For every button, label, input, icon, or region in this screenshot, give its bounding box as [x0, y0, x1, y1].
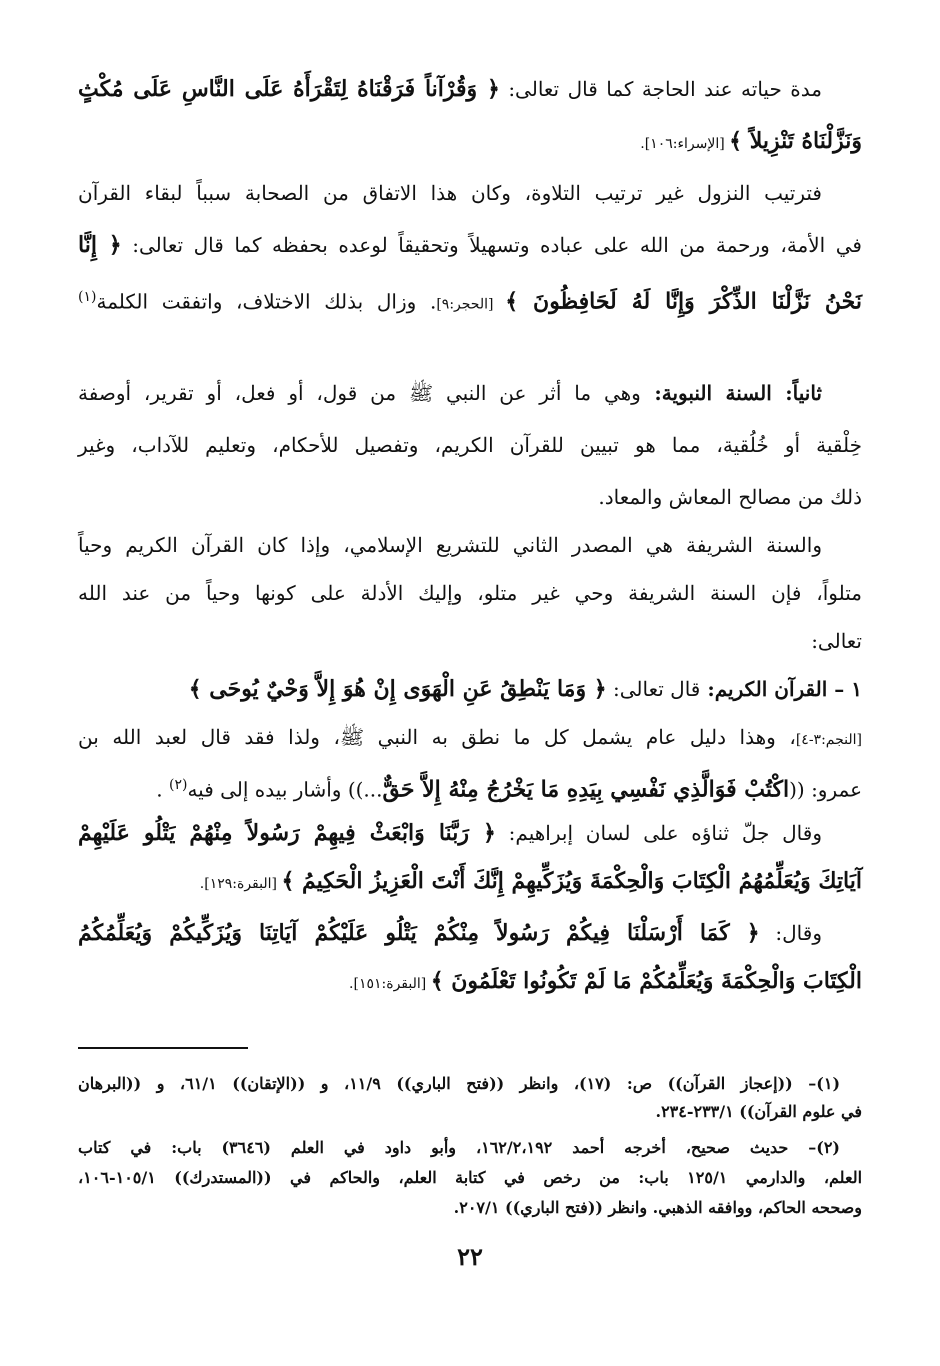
quran-verse: ﴿ كَمَا أَرْسَلْنَا فِيكُمْ رَسُولاً مِنْكُمْ يَتْلُو عَلَيْكُمْ آيَاتِنَا وَيُزَكِّيكُمْ وَيُعَلِّمُكُمُ	[78, 920, 760, 946]
text-span: فترتيب النزول غير ترتيب التلاوة، وكان هذا الاتفاق من الصحابة سبباً لبقاء القرآن	[78, 181, 822, 205]
section-heading: ١ – القرآن الكريم:	[700, 677, 862, 701]
text-line	[78, 430, 862, 460]
text-line	[78, 178, 822, 208]
text-span: ...)) وأشار بيده إلى فيه	[187, 777, 383, 802]
footnote-line: (٢)– حديث صحيح، أخرجه أحمد ١٦٢/٢،١٩٢، وأبو داود في العلم (٣٦٤٦) باب: في كتاب	[78, 1138, 840, 1157]
text-line	[78, 126, 862, 159]
text-span: خِلْقية أو خُلُقية، مما هو تبيين للقرآن الكريم، وتفصيل للأحكام، وتعليم للآداب، وغير	[78, 433, 862, 457]
footnote-marker: (١)	[78, 289, 97, 305]
verse-reference: [البقرة:١٢٩].	[199, 876, 282, 892]
quran-verse: ﴿ وَمَا يَنْطِقُ عَنِ الْهَوَى إِنْ هُوَ إِلاَّ وَحْيٌ يُوحَى ﴾	[188, 676, 607, 702]
text-span: .	[156, 777, 169, 802]
text-span: في الأمة، ورحمة من الله على عباده وتسهيلاً وتحقيقاً لوعده بحفظه كما قال تعالى:	[121, 233, 862, 257]
footnote-line: وصححه الحاكم، ووافقه الذهبي. وانظر ((فتح الباري)) ٢٠٧/١.	[453, 1198, 862, 1217]
text-line	[78, 74, 822, 104]
text-span: متلواً، فإن السنة الشريفة وحي غير متلو، وإليك الأدلة على كونها وحياً من عند الله	[78, 581, 862, 605]
quran-verse: وَنَزَّلْنَاهُ تَنْزِيلاً ﴾	[729, 128, 862, 154]
quran-verse: ﴿ وَقُرْآناً فَرَقْنَاهُ لِتَقْرَأَهُ عَلَى النَّاسِ عَلَى مُكْثٍ	[78, 76, 500, 102]
text-span: ، وهذا دليل عام يشمل كل ما نطق به النبي ﷺ، ولذا فقد قال لعبد الله بن	[78, 725, 796, 749]
quran-verse: ﴿ إِنَّا	[78, 232, 122, 258]
verse-reference: [البقرة:١٥١].	[349, 976, 431, 992]
text-span: . وزال بذلك الاختلاف، واتفقت الكلمة	[96, 289, 437, 314]
hadith-text: اكْتُبْ فَوَالَّذِي نَفْسِي بِيَدِهِ مَا يَخْرُجُ مِنْهُ إِلاَّ حَقٌّ	[382, 776, 790, 803]
text-span: تعالى:	[811, 629, 862, 653]
page-number: ٢٢	[457, 1242, 483, 1271]
text-line	[78, 482, 862, 512]
text-line	[78, 674, 862, 704]
text-span: وقال:	[759, 921, 822, 945]
text-line	[78, 770, 862, 805]
footnote-line: العلم، والدارمي ١٢٥/١ باب: من رخص في كتابة العلم، والحاكم في ((المستدرك)) ١٠٥/١-١٠٦،	[78, 1168, 863, 1187]
text-line	[78, 282, 862, 320]
text-line	[78, 626, 862, 656]
text-span: ذلك من مصالح المعاش والمعاد.	[598, 485, 862, 509]
text-span: مدة حياته عند الحاجة كما قال تعالى:	[499, 77, 822, 101]
footnote-marker: (٢)	[168, 777, 188, 793]
quran-verse: آيَاتِكَ وَيُعَلِّمُهُمُ الْكِتَابَ وَالْحِكْمَةَ وَيُزَكِّيهِمْ إِنَّكَ أَنْتَ الْعَزِيزُ الْحَكِيمُ ﴾	[281, 868, 862, 894]
text-span: والسنة الشريفة هي المصدر الثاني للتشريع الإسلامي، وإذا كان القرآن الكريم وحياً	[78, 533, 822, 557]
verse-reference: [الإسراء:١٠٦].	[640, 136, 730, 152]
text-span: وقال جلّ ثناؤه على لسان إبراهيم:	[495, 821, 822, 845]
text-line	[78, 818, 822, 848]
verse-reference: [النجم:٣-٤]	[795, 732, 862, 748]
text-span: قال تعالى:	[606, 677, 701, 701]
text-line	[78, 918, 822, 948]
text-line	[78, 966, 862, 999]
quran-verse: الْكِتَابَ وَالْحِكْمَةَ وَيُعَلِّمُكُمْ مَا لَمْ تَكُونُوا تَعْلَمُونَ ﴾	[430, 968, 862, 994]
footnote-line: (١)– ((إعجاز القرآن)) ص: (١٧)، وانظر ((فتح الباري)) ١١/٩، و ((الإتقان)) ٦١/١، و ((البرهان	[78, 1074, 841, 1093]
footnote-divider	[78, 1047, 248, 1049]
section-heading: ثانياً: السنة النبوية:	[640, 381, 822, 405]
text-line	[78, 530, 822, 560]
quran-verse: ﴿ رَبَّنَا وَابْعَثْ فِيهِمْ رَسُولاً مِنْهُمْ يَتْلُو عَلَيْهِمْ	[78, 820, 496, 846]
quran-verse: نَحْنُ نَزَّلْنَا الذِّكْرَ وَإِنَّا لَهُ لَحَافِظُونَ ﴾	[505, 288, 862, 315]
text-line	[78, 866, 862, 899]
text-line	[78, 230, 862, 260]
text-line	[78, 722, 862, 755]
text-span: عمرو: ((	[789, 777, 862, 802]
footnote-line: في علوم القرآن)) ٢٣٣/١-٢٣٤.	[655, 1102, 862, 1121]
verse-reference: [الحجر:٩]	[436, 296, 506, 313]
text-span: وهي ما أثر عن النبي ﷺ من قول، أو فعل، أو تقرير، أوصفة	[78, 381, 641, 405]
text-line	[78, 378, 822, 408]
text-line	[78, 578, 862, 608]
